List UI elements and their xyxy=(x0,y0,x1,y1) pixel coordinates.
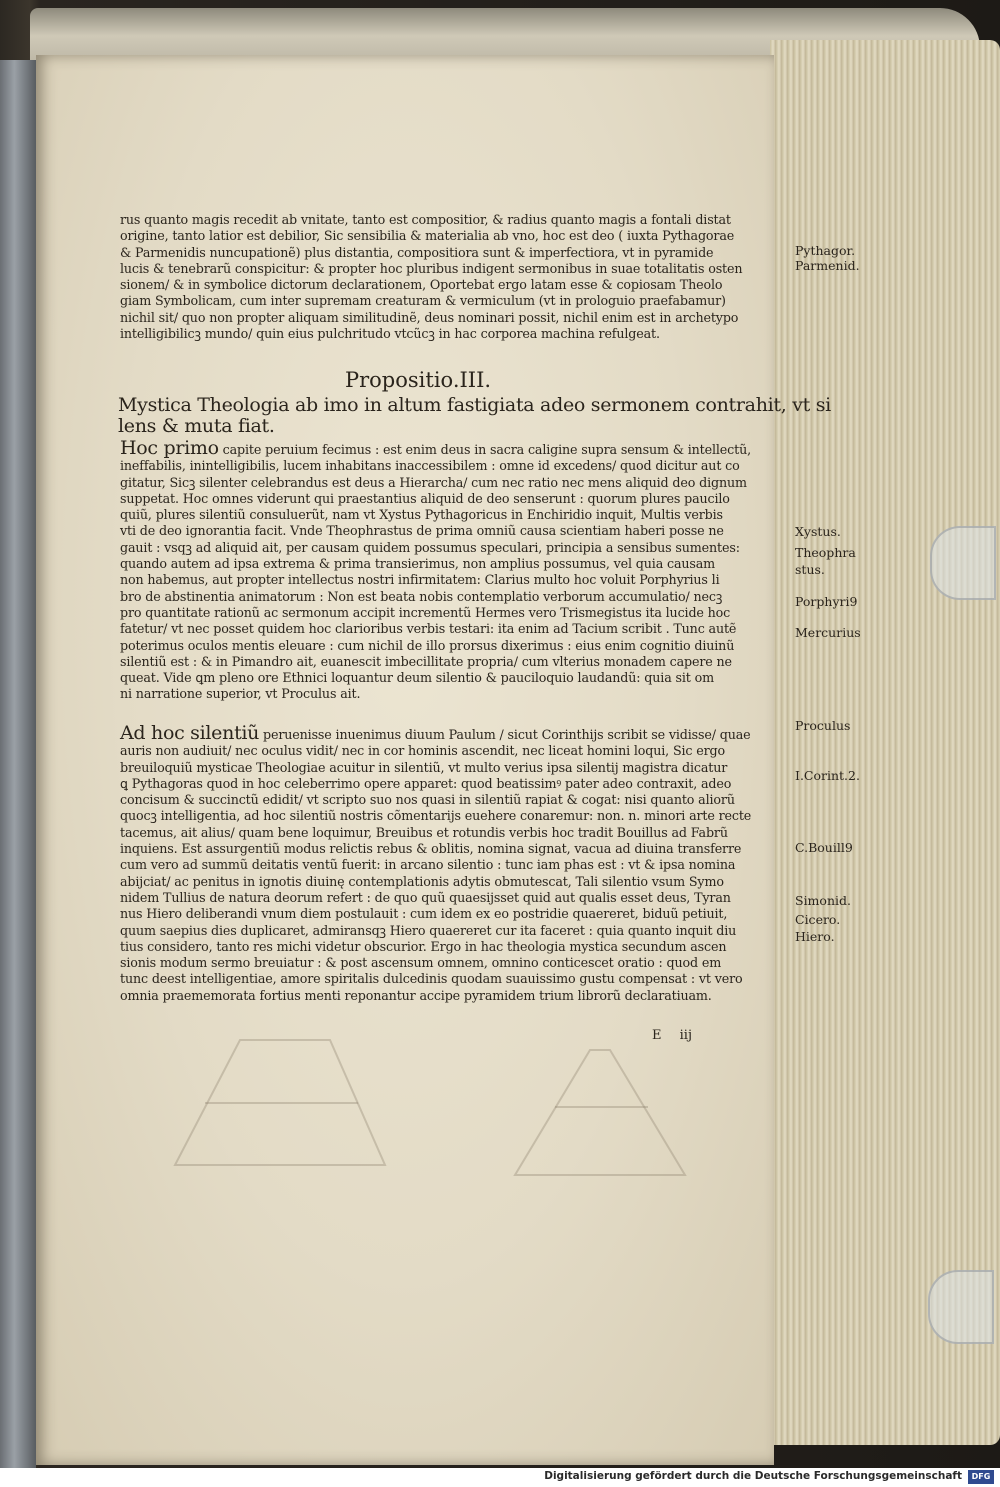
text-line: ꝗ Pythagoras quod in hoc celeberrimo opere apparet: quod beatissimꝰ pater adeo contraxit, adeo xyxy=(120,775,732,791)
margin-note-porphyrius: Porphyri9 xyxy=(795,594,858,609)
show-through-pyramid xyxy=(170,1035,390,1170)
section-title: Propositio.III. xyxy=(345,368,492,392)
heading-line: Mystica Theologia ab imo in altum fastigiata adeo sermonem contrahit, vt si xyxy=(118,394,831,416)
text-line: bro de abstinentia animatorum : Non est beata nobis contemplatio verborum accumulatio/ necꝫ xyxy=(120,588,723,604)
text-line: sionis modum sermo breuiatur : & post ascensum omnem, omnino conticescet oratio : quod em xyxy=(120,955,722,971)
text-line: cum vero ad summũ deitatis ventũ fuerit: in arcano silentio : tunc iam phas est : vt & ipsa nomina xyxy=(120,857,736,873)
initial-words: Ad hoc silentiũ xyxy=(120,722,260,744)
text-line: abijciat/ ac penitus in ignotis diuinę contemplationis adytis obmutescat, Tali silentio vsum Symo xyxy=(120,873,724,889)
text-line: silentiũ est : & in Pimandro ait, euanescit imbecillitate propria/ cum vlterius monadem capere ne xyxy=(120,653,732,669)
text-line: concisum & succinctũ edidit/ vt scripto suo nos quasi in silentiũ rapiat & cogat: nisi quanto aliorũ xyxy=(120,792,735,808)
digitization-footer xyxy=(0,1468,1000,1487)
margin-note-proculus: Proculus xyxy=(795,718,851,733)
text-line: fatetur/ vt nec posset quidem hoc clarioribus verbis testari: ita enim ad Tacium scribit . Tunc autẽ xyxy=(120,621,737,637)
text-line: giam Symbolicam, cum inter supremam creaturam & vermiculum (vt in prologuio praefabamur) xyxy=(120,293,726,309)
text-line: gauit : vsqꝫ ad aliquid ait, per causam quidem possumus speculari, principia a sensibus sumentes: xyxy=(120,539,740,555)
text-line: nichil sit/ quo non propter aliquam similitudinẽ, deus nominari possit, nichil enim est in archetypo xyxy=(120,309,739,325)
text-line: suppetat. Hoc omnes viderunt qui praestantius aliquid de deo senserunt : quorum plures paucilo xyxy=(120,490,730,506)
funding-credit: Digitalisierung gefördert durch die Deutsche Forschungsgemeinschaft xyxy=(544,1470,962,1482)
show-through-pyramid xyxy=(510,1045,690,1180)
margin-note-cicero: Cicero. xyxy=(795,912,841,927)
margin-note-bouillus: C.Bouill9 xyxy=(795,840,853,855)
bookmark-tab xyxy=(928,1270,994,1344)
paragraph-intro xyxy=(120,212,742,342)
text-line: tunc deest intelligentiae, amore spiritalis dulcedinis quodam suauissimo gustu compensat : vt vero xyxy=(120,971,743,987)
margin-note-hiero: Hiero. xyxy=(795,929,835,944)
margin-note-simonides: Simonid. xyxy=(795,893,851,908)
dfg-logo: DFG xyxy=(968,1470,994,1484)
margin-note-xystus: Xystus. xyxy=(795,524,841,539)
text-line: gitatur, Sicꝫ silenter celebrandus est deus a Hierarcha/ cum nec ratio nec mens aliquid deo dignum xyxy=(120,474,747,490)
text-line: quiũ, plures silentiũ consuluerũt, nam vt Xystus Pythagoricus in Enchiridio inquit, Multis verbis xyxy=(120,507,723,523)
text-line: & Parmenidis nuncupationẽ) plus distantia, compositiora sunt & imperfectiora, vt in pyramide xyxy=(120,244,714,260)
margin-note-theophrastus-cont: stus. xyxy=(795,562,825,577)
text-line: intelligibilicꝫ mundo/ quin eius pulchritudo vtcũcꝫ in hac corporea machina refulgeat. xyxy=(120,326,660,342)
text-line: tacemus, ait alius/ quam bene loquimur, Breuibus et rotundis verbis hoc tradit Bouillus ad Fabrũ xyxy=(120,824,728,840)
text-line: tius considero, tanto res michi videtur obscurior. Ergo in hac theologia mystica secundum ascen xyxy=(120,938,727,954)
text-line: nus Hiero deliberandi vnum diem postulauit : cum idem ex eo postridie quaereret, biduũ petiuit, xyxy=(120,906,728,922)
text-line: pro quantitate rationũ ac sermonum accipit incrementũ Hermes vero Trismegistus ita lucide hoc xyxy=(120,604,731,620)
paragraph-hoc-primo xyxy=(120,437,751,703)
initial-words: Hoc primo xyxy=(120,437,219,459)
text-line: inquiens. Est assurgentiũ modus relictis rebus & oblitis, nomina signat, vacua ad diuina transferre xyxy=(120,841,742,857)
text-line: auris non audiuit/ nec oculus vidit/ nec in cor hominis ascendit, nec liceat homini loqui, Sic ergo xyxy=(120,743,725,759)
margin-note-parmenides: Parmenid. xyxy=(795,258,860,273)
margin-note-pythagoras: Pythagor. xyxy=(795,243,856,258)
text-line: sionem/ & in symbolice dictorum declarationem, Oportebat ergo latam esse & copiosam Theolo xyxy=(120,277,723,293)
text-line: quando autem ad ipsa extrema & prima transierimus, non amplius possumus, vel quia causam xyxy=(120,556,716,572)
text-line: ni narratione superior, vt Proculus ait. xyxy=(120,686,361,702)
book-spine xyxy=(0,60,36,1470)
signature-letter: E xyxy=(652,1028,662,1043)
text-line: peruenisse inuenimus diuum Paulum / sicut Corinthijs scribit se vidisse/ quae xyxy=(263,727,751,742)
text-line: vti de deo ignorantia facit. Vnde Theophrastus de prima omniũ causa scientiam haberi posse ne xyxy=(120,523,724,539)
text-line: ineffabilis, inintelligibilis, lucem inhabitans inaccessibilem : omne id excedens/ quod dicitur aut co xyxy=(120,458,740,474)
paragraph-ad-hoc-silentium xyxy=(120,722,752,1004)
text-line: rus quanto magis recedit ab vnitate, tanto est compositior, & radius quanto magis a fontali distat xyxy=(120,212,731,227)
proposition-heading xyxy=(118,395,831,437)
signature-mark xyxy=(652,1028,692,1043)
text-line: breuiloquiũ mysticae Theologiae acuitur in silentiũ, vt multo verius ipsa silentij magistra dicatur xyxy=(120,759,728,775)
text-line: lucis & tenebrarũ conspicitur: & propter hoc pluribus indigent sermonibus in suae totalitatis osten xyxy=(120,260,743,276)
heading-line: lens & muta fiat. xyxy=(118,415,275,437)
text-line: poterimus oculos mentis eleuare : cum nichil de illo prorsus dixerimus : eius enim cognitio diuinũ xyxy=(120,637,735,653)
text-line: nidem Tullius de natura deorum refert : de quo quũ quaesijsset quid aut qualis esset deus, Tyran xyxy=(120,889,731,905)
text-line: non habemus, aut propter intellectus nostri infirmitatem: Clarius multo hoc voluit Porphyrius li xyxy=(120,572,720,588)
text-line: capite peruium fecimus : est enim deus in sacra caligine supra sensum & intellectũ, xyxy=(222,442,751,457)
margin-note-mercurius: Mercurius xyxy=(795,625,861,640)
margin-note-corinthians: I.Corint.2. xyxy=(795,768,860,783)
text-line: queat. Vide ꝗm pleno ore Ethnici loquantur deum silentio & pauciloquio laudandũ: quia sit om xyxy=(120,670,714,686)
text-line: quum saepius dies duplicaret, admiransqꝫ Hiero quaereret cur ita faceret : quia quanto inquit diu xyxy=(120,922,737,938)
text-line: quocꝫ intelligentia, ad hoc silentiũ nostris cõmentarijs euehere conaremur: non. n. minori arte recte xyxy=(120,808,752,824)
bookmark-tab xyxy=(930,526,996,600)
text-line: origine, tanto latior est debilior, Sic sensibilia & materialia ab vno, hoc est deo ( iuxta Pythagorae xyxy=(120,228,735,244)
text-line: omnia praememorata fortius menti reponantur accipe pyramidem trium librorũ declaratiuam. xyxy=(120,987,712,1003)
signature-number: iij xyxy=(679,1028,692,1043)
margin-note-theophrastus: Theophra xyxy=(795,545,856,560)
